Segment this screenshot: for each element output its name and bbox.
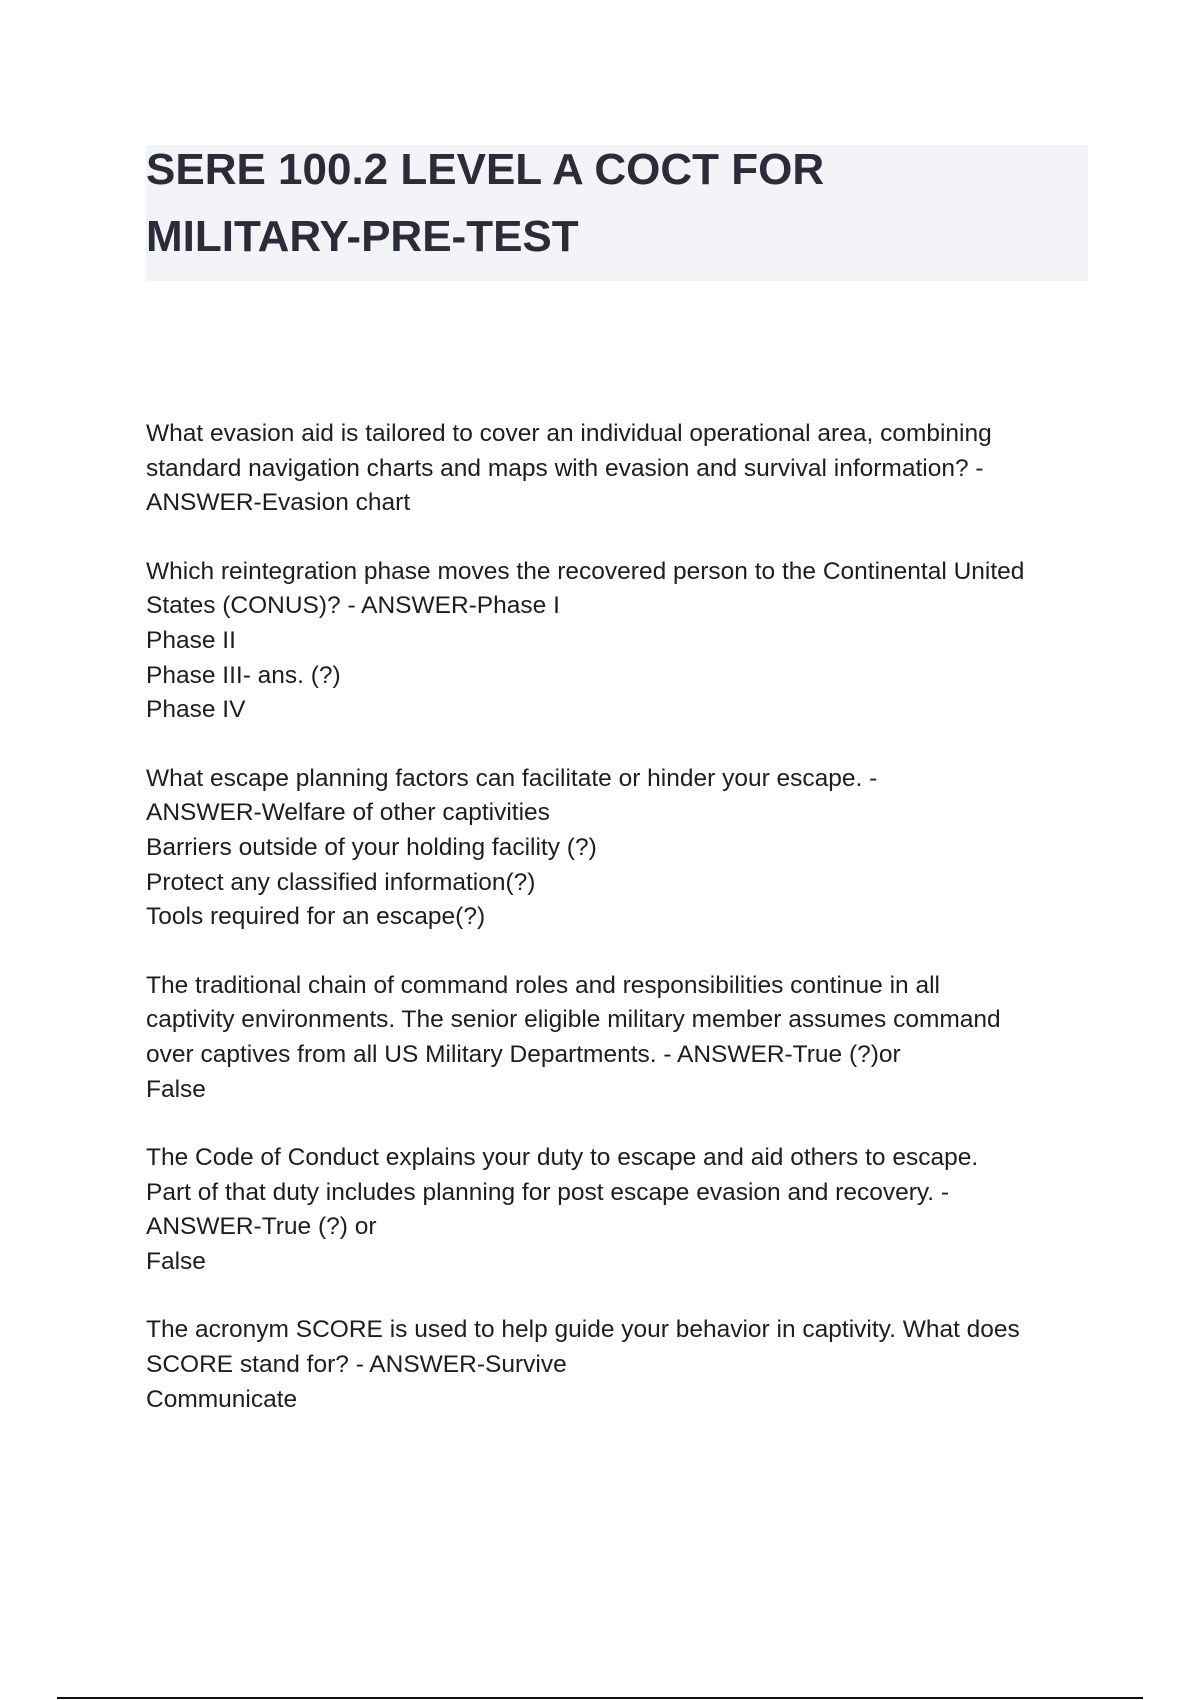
qa-line: False [146, 1247, 206, 1275]
qa-line: Communicate [146, 1385, 298, 1413]
qa-item-5 [146, 1141, 1106, 1279]
qa-line: Part of that duty includes planning for post escape evasion and recovery. - [146, 1178, 950, 1206]
qa-line: over captives from all US Military Departments. - ANSWER-True (?)or [146, 1040, 901, 1068]
title-banner [146, 145, 1088, 281]
qa-item-1 [146, 417, 1106, 521]
qa-line: Barriers outside of your holding facility (?) [146, 833, 597, 861]
qa-item-4 [146, 969, 1106, 1107]
qa-line: Protect any classified information(?) [146, 868, 536, 896]
qa-line: Phase IV [146, 696, 246, 724]
page-bottom-rule [57, 1697, 1143, 1699]
qa-line: captivity environments. The senior eligible military member assumes command [146, 1006, 1001, 1034]
qa-line: Which reintegration phase moves the recovered person to the Continental United [146, 557, 1025, 585]
qa-line: False [146, 1075, 206, 1103]
qa-line: SCORE stand for? - ANSWER-Survive [146, 1351, 567, 1379]
qa-line: The acronym SCORE is used to help guide your behavior in captivity. What does [146, 1316, 1020, 1344]
qa-item-6 [146, 1313, 1106, 1417]
qa-item-2 [146, 555, 1106, 728]
qa-line: Phase II [146, 626, 236, 654]
qa-line: What escape planning factors can facilitate or hinder your escape. - [146, 764, 878, 792]
document-title-line-2: MILITARY-PRE-TEST [146, 212, 579, 261]
qa-line: The Code of Conduct explains your duty to escape and aid others to escape. [146, 1144, 979, 1172]
qa-item-3 [146, 762, 1106, 935]
qa-line: States (CONUS)? - ANSWER-Phase I [146, 592, 560, 620]
qa-line: ANSWER-True (?) or [146, 1213, 377, 1241]
qa-line: ANSWER-Evasion chart [146, 489, 411, 517]
qa-list [146, 417, 1106, 1451]
qa-line: Tools required for an escape(?) [146, 903, 486, 931]
qa-line: The traditional chain of command roles and responsibilities continue in all [146, 971, 940, 999]
qa-line: What evasion aid is tailored to cover an individual operational area, combining [146, 420, 992, 447]
qa-line: standard navigation charts and maps with evasion and survival information? - [146, 454, 984, 482]
qa-line: Phase III- ans. (?) [146, 661, 341, 689]
document-title-line-1: SERE 100.2 LEVEL A COCT FOR [146, 145, 825, 194]
qa-line: ANSWER-Welfare of other captivities [146, 799, 550, 827]
